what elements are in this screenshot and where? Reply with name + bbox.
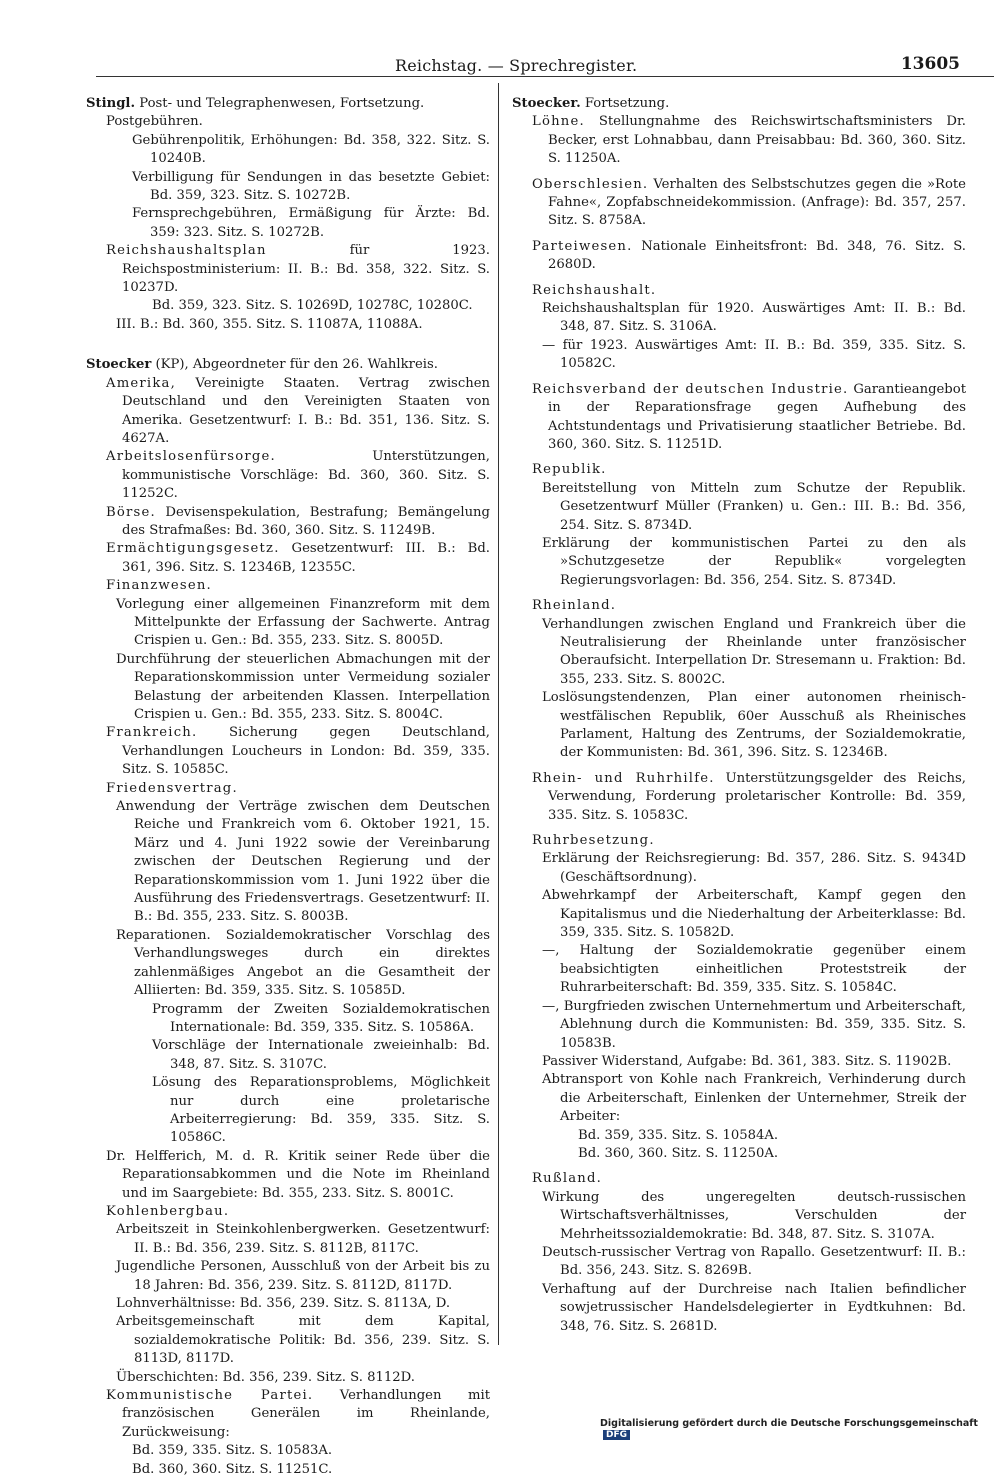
entry-text: (KP), Abgeordneter für den 26. Wahlkreis. <box>151 357 438 373</box>
footer-text: Digitalisierung gefördert durch die Deutsche Forschungsgemeinschaft <box>600 1418 978 1429</box>
register-entry <box>512 850 966 887</box>
register-entry <box>512 337 966 374</box>
entry-text: Post- und Telegraphenwesen, Fortsetzung. <box>135 96 425 111</box>
entry-text: Unterstützungen, kommunistische Vorschläge: Bd. 360, 360. Sitz. S. 11252C. <box>122 449 490 502</box>
register-entry <box>86 724 490 779</box>
entry-text: Verhandlungen mit französischen Generälen im Rheinlande, Zurückweisung: <box>122 1388 490 1440</box>
register-entry <box>512 1244 966 1281</box>
register-entry <box>86 205 490 242</box>
register-entry <box>86 577 490 595</box>
register-entry <box>86 95 490 113</box>
entry-text: Bd. 359, 323. Sitz. S. 10269D, 10278C, 10280C. <box>152 298 473 314</box>
entry-text: Jugendliche Personen, Ausschluß von der Arbeit bis zu 18 Jahren: Bd. 356, 239. Sitz. S. 8112D, 8117D. <box>116 1259 490 1293</box>
register-entry <box>86 540 490 577</box>
register-entry <box>512 1145 966 1163</box>
entry-text: —, Burgfrieden zwischen Unternehmertum und Arbeiterschaft, Ablehnung durch die Kommunisten: Bd. 359, 335. Sitz. S. 10583B. <box>542 998 966 1051</box>
entry-text: Lösung des Reparationsproblems, Möglichkeit nur durch eine proletarische Arbeiterregierung: Bd. 359, 335. Sitz. S. 10586C. <box>152 1075 490 1146</box>
entry-text: Stellungnahme des Reichswirtschaftsministers Dr. Becker, erst Lohnabbau, dann Preisabbau: Bd. 360, 360. Sitz. S. 11250A. <box>548 114 966 167</box>
register-entry <box>512 1071 966 1126</box>
entry-name: Stoecker. <box>512 96 581 111</box>
page-number: 13605 <box>900 54 960 74</box>
subject-heading: Republik. <box>532 462 607 478</box>
entry-text: Bd. 359, 335. Sitz. S. 10583A. <box>132 1443 333 1459</box>
entry-name: Stoecker <box>86 357 152 373</box>
subject-heading: Rheinland. <box>532 598 617 614</box>
entry-text: Programm der Zweiten Sozialdemokratischen Internationale: Bd. 359, 335. Sitz. S. 10586A. <box>152 1001 490 1035</box>
entry-text: Wirkung des ungeregelten deutsch-russischen Wirtschaftsverhältnisses, Verschulden der Mehrheitssozialdemokratie: Bd. 348, 87. Sitz. S. 3107A. <box>542 1189 966 1242</box>
entry-text: Bereitstellung von Mitteln zum Schutze der Republik. Gesetzentwurf Müller (Franken) u. Gen.: III. B.: Bd. 356, 254. Sitz. S. 8734D. <box>542 480 966 533</box>
subject-heading: Ruhrbesetzung. <box>532 833 655 849</box>
entry-text: Unterstützungsgelder des Reichs, Verwendung, Forderung proletarischer Kontrolle: Bd. 359, 335. Sitz. S. 10583C. <box>548 770 966 823</box>
entry-text: Reichshaushaltsplan für 1920. Auswärtiges Amt: II. B.: Bd. 348, 87. Sitz. S. 3106A. <box>542 301 966 335</box>
entry-text: Reparationen. Sozialdemokratischer Vorschlag des Verhandlungsweges durch ein direktes zahlenmäßiges Angebot an die Gesamtheit der Alliierten: Bd. 359, 335. Sitz. S. 10585D. <box>116 927 490 999</box>
entry-text: Bd. 360, 360. Sitz. S. 11250A. <box>578 1145 779 1161</box>
entry-text: Vereinigte Staaten. Vertrag zwischen Deutschland und den Vereinigten Staaten von Amerika. Gesetzentwurf: I. B.: Bd. 351, 136. Sitz. S. 4627A. <box>122 375 490 446</box>
subject-heading: Friedensvertrag. <box>106 780 238 796</box>
subject-heading: Amerika, <box>106 375 176 391</box>
entry-text: Verhalten des Selbstschutzes gegen die »Rote Fahne«, Zopfabschneidekommission. (Anfrage): Bd. 357, 257. Sitz. S. 8758A. <box>548 176 966 229</box>
register-entry <box>86 651 490 725</box>
entry-text: Erklärung der Reichsregierung: Bd. 357, 286. Sitz. S. 9434D (Geschäftsordnung). <box>542 851 966 885</box>
register-entry <box>86 1074 490 1148</box>
register-entry <box>512 887 966 942</box>
entry-text: Verbilligung für Sendungen in das besetzte Gebiet: Bd. 359, 323. Sitz. S. 10272B. <box>132 169 490 204</box>
register-entry <box>512 176 966 231</box>
header-rule <box>96 76 994 77</box>
entry-text: Vorschläge der Internationale zweieinhalb: Bd. 348, 87. Sitz. S. 3107C. <box>152 1038 490 1072</box>
register-entry <box>86 169 490 206</box>
register-entry <box>86 1295 490 1313</box>
subject-heading: Oberschlesien. <box>532 176 649 192</box>
entry-text: Fortsetzung. <box>580 96 670 111</box>
register-entry <box>512 1053 966 1071</box>
entry-text: Passiver Widerstand, Aufgabe: Bd. 361, 383. Sitz. S. 11902B. <box>542 1053 952 1069</box>
running-title: Reichstag. — Sprechregister. <box>395 56 638 75</box>
entry-text: Verhaftung auf der Durchreise nach Italien befindlicher sowjetrussischer Handelsdelegierter in Eydtkuhnen: Bd. 348, 76. Sitz. S. 2681D. <box>542 1281 966 1334</box>
register-entry <box>86 780 490 798</box>
entry-text: Devisenspekulation, Bestrafung; Bemängelung des Strafmaßes: Bd. 360, 360. Sitz. S. 11249B. <box>122 504 490 538</box>
register-entry <box>512 770 966 825</box>
register-entry <box>86 1148 490 1203</box>
register-entry <box>512 597 966 615</box>
subject-heading: Finanzwesen. <box>106 578 212 594</box>
register-entry <box>86 448 490 503</box>
entry-text: Arbeitsgemeinschaft mit dem Kapital, sozialdemokratische Politik: Bd. 356, 239. Sitz. S. 8113D, 8117D. <box>116 1314 490 1367</box>
entry-text: Vorlegung einer allgemeinen Finanzreform mit dem Mittelpunkte der Erfassung der Sachwerte. Antrag Crispien u. Gen.: Bd. 355, 233. Sitz. S. 8005D. <box>116 596 490 649</box>
register-entry <box>86 1221 490 1258</box>
register-entry <box>86 113 490 131</box>
subject-heading: Löhne. <box>532 114 585 130</box>
entry-text: —, Haltung der Sozialdemokratie gegenüber einem beabsichtigten einheitlichen Proteststreik der Ruhrarbeiterschaft: Bd. 359, 335. Sitz. S. 10584C. <box>542 943 966 996</box>
register-entry <box>512 1189 966 1244</box>
register-entry <box>86 596 490 651</box>
entry-text: Fernsprechgebühren, Ermäßigung für Ärzte: Bd. 359: 323. Sitz. S. 10272B. <box>132 206 490 240</box>
entry-text: Arbeitszeit in Steinkohlenbergwerken. Gesetzentwurf: II. B.: Bd. 356, 239. Sitz. S. 8112B, 8117C. <box>116 1222 490 1256</box>
register-entry <box>86 356 490 374</box>
entry-text: — für 1923. Auswärtiges Amt: II. B.: Bd. 359, 335. Sitz. S. 10582C. <box>542 337 966 372</box>
register-entry <box>512 1170 966 1188</box>
register-entry <box>512 832 966 850</box>
register-entry <box>512 238 966 275</box>
register-entry <box>86 297 490 315</box>
subject-heading: Reichshaushalt. <box>532 282 657 298</box>
subject-heading: Arbeitslosenfürsorge. <box>106 449 276 465</box>
entry-text: III. B.: Bd. 360, 355. Sitz. S. 11087A, 11088A. <box>116 316 423 332</box>
subject-heading: Parteiwesen. <box>532 238 633 254</box>
entry-text: Loslösungstendenzen, Plan einer autonomen rheinisch-westfälischen Republik, 60er Ausschuß als Rheinisches Parlament, Haltung des Zentrums, der Sozialdemokratie, der Kommunisten: Bd. 361, 396. Sitz. S. 12346B. <box>542 690 966 761</box>
register-entry <box>512 480 966 535</box>
register-entry <box>512 1127 966 1145</box>
register-entry <box>512 282 966 300</box>
register-entry <box>512 300 966 337</box>
entry-text: Deutsch-russischer Vertrag von Rapallo. Gesetzentwurf: II. B.: Bd. 356, 243. Sitz. S. 8269B. <box>542 1244 966 1279</box>
entry-text: Durchführung der steuerlichen Abmachungen mit der Reparationskommission unter Vermeidung sozialer Belastung der arbeitenden Klassen. Interpellation Crispien u. Gen.: Bd. 355, 233. Sitz. S. 8004C. <box>116 651 490 722</box>
page-header <box>0 50 1000 76</box>
entry-text: Gesetzentwurf: III. B.: Bd. 361, 396. Sitz. S. 12346B, 12355C. <box>122 541 490 575</box>
register-entry <box>86 1037 490 1074</box>
entry-text: Postgebühren. <box>106 114 203 130</box>
register-entry <box>86 1461 490 1479</box>
subject-heading: Reichsverband der deutschen Industrie. <box>532 381 849 397</box>
entry-text: Abwehrkampf der Arbeiterschaft, Kampf gegen den Kapitalismus und die Niederhaltung der Arbeiterklasse: Bd. 359, 335. Sitz. S. 10582D. <box>542 888 966 941</box>
entry-name: Stingl. <box>86 96 136 111</box>
entry-text: für 1923. Reichspostministerium: II. B.: Bd. 358, 322. Sitz. S. 10237D. <box>122 243 490 296</box>
register-entry <box>86 1313 490 1368</box>
register-entry <box>512 381 966 455</box>
subject-heading: Frankreich. <box>106 725 198 741</box>
register-entry <box>86 242 490 297</box>
register-entry <box>512 942 966 997</box>
register-entry <box>86 132 490 169</box>
register-entry <box>86 927 490 1001</box>
subject-heading: Ermächtigungsgesetz. <box>106 541 280 557</box>
register-entry <box>86 798 490 927</box>
left-column <box>86 95 490 1479</box>
entry-text: Bd. 360, 360. Sitz. S. 11251C. <box>132 1461 333 1477</box>
register-entry <box>86 1203 490 1221</box>
register-entry <box>512 535 966 590</box>
footer-credit <box>600 1418 1000 1440</box>
register-entry <box>512 95 966 113</box>
entry-text: Lohnverhältnisse: Bd. 356, 239. Sitz. S. 8113A, D. <box>116 1296 451 1311</box>
subject-heading: Rhein- und Ruhrhilfe. <box>532 770 715 786</box>
register-entry <box>86 1369 490 1387</box>
entry-text: Abtransport von Kohle nach Frankreich, Verhinderung durch die Arbeiterschaft, Einlenken der Unternehmer, Streik der Arbeiter: <box>542 1072 966 1125</box>
register-entry <box>512 998 966 1053</box>
subject-heading: Rußland. <box>532 1171 603 1187</box>
register-entry <box>86 504 490 541</box>
entry-text: Bd. 359, 335. Sitz. S. 10584A. <box>578 1127 779 1143</box>
subject-heading: Kohlenbergbau. <box>106 1203 230 1219</box>
column-divider <box>498 83 499 1345</box>
entry-text: Garantieangebot in der Reparationsfrage gegen Aufhebung des Achtstundentags und Privatisierung staatlicher Betriebe. Bd. 360, 360. Sitz. S. 11251D. <box>548 381 966 452</box>
register-entry <box>86 375 490 449</box>
subject-heading: Kommunistische Partei. <box>106 1388 314 1404</box>
register-entry <box>86 1258 490 1295</box>
dfg-logo: DFG <box>603 1430 630 1440</box>
register-entry <box>86 316 490 334</box>
register-entry <box>512 113 966 168</box>
entry-text: Sicherung gegen Deutschland, Verhandlungen Loucheurs in London: Bd. 359, 335. Sitz. S. 10585C. <box>122 725 490 778</box>
entry-text: Verhandlungen zwischen England und Frankreich über die Neutralisierung der Rheinlande unter französischer Oberaufsicht. Interpellation Dr. Stresemann u. Fraktion: Bd. 355, 233. Sitz. S. 8002C. <box>542 616 966 687</box>
register-entry <box>512 461 966 479</box>
entry-text: Dr. Helfferich, M. d. R. Kritik seiner Rede über die Reparationsabkommen und die Note im Rheinland und im Saargebiete: Bd. 355, 233. Sitz. S. 8001C. <box>106 1148 490 1201</box>
entry-text: Gebührenpolitik, Erhöhungen: Bd. 358, 322. Sitz. S. 10240B. <box>132 132 490 167</box>
subject-heading: Börse. <box>106 504 156 520</box>
entry-text: Nationale Einheitsfront: Bd. 348, 76. Sitz. S. 2680D. <box>548 238 966 273</box>
register-entry <box>512 689 966 763</box>
right-column <box>512 95 966 1336</box>
subject-heading: Reichshaushaltsplan <box>106 243 267 259</box>
entry-text: Anwendung der Verträge zwischen dem Deutschen Reiche und Frankreich vom 6. Oktober 1921, 15. März und 4. Juni 1922 sowie der Vereinbarung zwischen der Deutschen Regierung und der Reparationskommission vom 1. Juni 1922 über die Ausführung des Friedensvertrags. Gesetzentwurf: II. B.: Bd. 355, 233. Sitz. S. 8003B. <box>116 799 490 925</box>
register-entry <box>512 616 966 690</box>
register-entry <box>512 1281 966 1336</box>
entry-text: Erklärung der kommunistischen Partei zu den als »Schutzgesetze der Republik« vorgelegten Regierungsvorlagen: Bd. 356, 254. Sitz. S. 8734D. <box>542 535 966 588</box>
register-entry <box>86 1442 490 1460</box>
register-entry <box>86 1001 490 1038</box>
entry-text: Überschichten: Bd. 356, 239. Sitz. S. 8112D. <box>116 1369 415 1385</box>
